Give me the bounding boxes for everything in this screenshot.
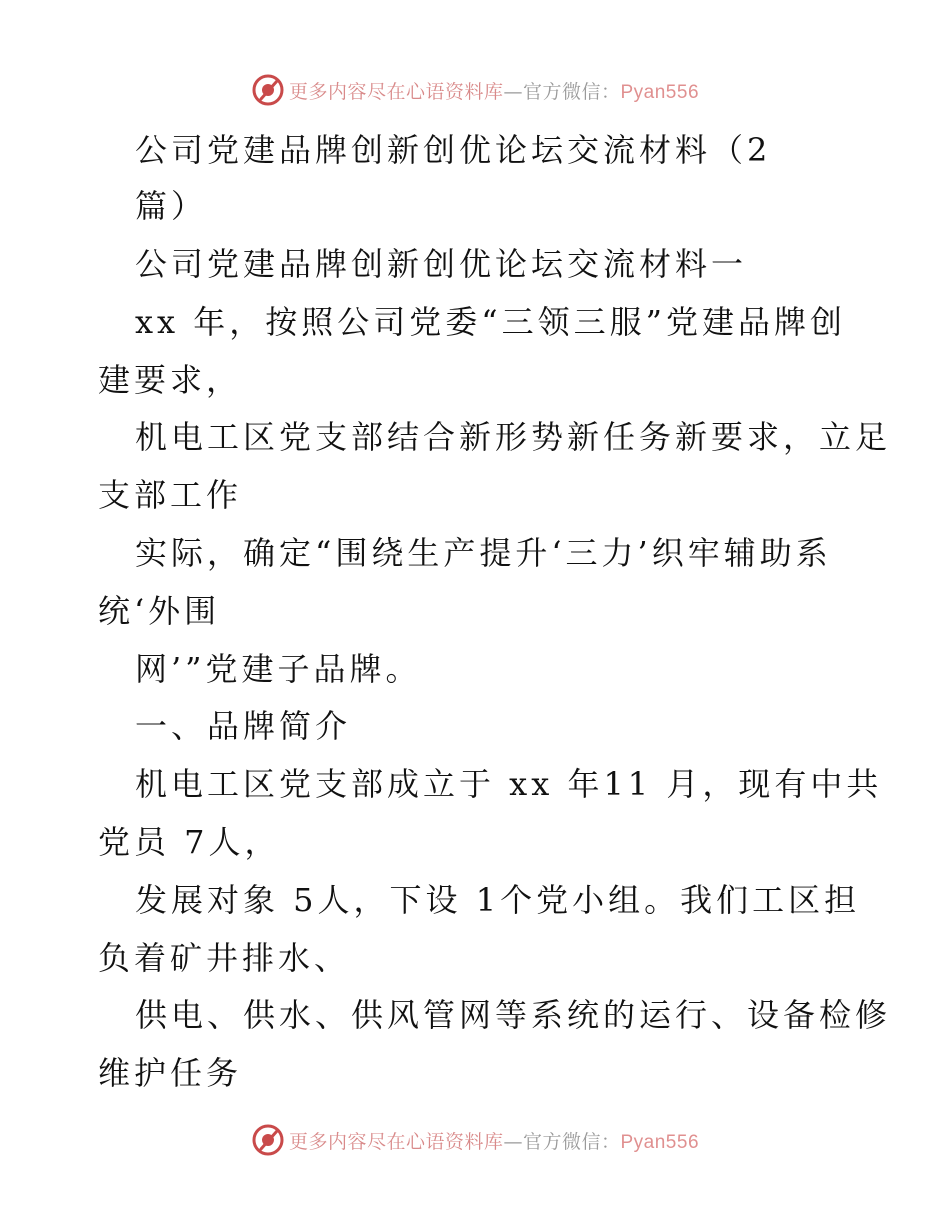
header-banner-wechat-id: Pyan556 xyxy=(620,81,700,103)
document-line: 网’”党建子品牌。 xyxy=(135,650,422,688)
document-line: 公司党建品牌创新创优论坛交流材料一 xyxy=(135,245,748,283)
document-line: 党员 7人， xyxy=(98,823,281,861)
header-banner-text xyxy=(289,77,699,104)
header-banner-separator: — xyxy=(503,80,523,103)
document-line: 建要求， xyxy=(98,361,243,399)
footer-banner-wechat-id: Pyan556 xyxy=(620,1131,700,1153)
brand-logo-icon xyxy=(251,1123,285,1157)
footer-banner-separator: — xyxy=(503,1130,523,1153)
document-line: xx 年，按照公司党委“三领三服”党建品牌创 xyxy=(135,303,846,341)
header-banner-prefix: 更多内容尽在心语资料库 xyxy=(288,80,504,103)
footer-banner xyxy=(0,1120,950,1160)
document-body xyxy=(0,120,950,1110)
document-line: 一、品牌简介 xyxy=(135,707,352,745)
document-line: 篇） xyxy=(135,187,208,225)
document-line: 实际，确定“围绕生产提升‘三力’织牢辅助系 xyxy=(135,534,832,572)
document-line: 负着矿井排水、 xyxy=(98,939,351,977)
document-line: 供电、供水、供风管网等系统的运行、设备检修 xyxy=(135,996,892,1034)
footer-banner-prefix: 更多内容尽在心语资料库 xyxy=(288,1130,504,1153)
footer-banner-text xyxy=(289,1127,699,1154)
document-line: 公司党建品牌创新创优论坛交流材料（2 xyxy=(135,131,772,169)
document-line: 统‘外围 xyxy=(98,592,221,630)
header-banner-wechat-label: 官方微信： xyxy=(522,80,621,103)
header-banner xyxy=(0,70,950,110)
brand-logo-icon xyxy=(251,73,285,107)
document-line: 机电工区党支部成立于 xx 年11 月，现有中共 xyxy=(135,765,883,803)
document-line: 维护任务 xyxy=(98,1054,243,1092)
document-line: 机电工区党支部结合新形势新任务新要求，立足 xyxy=(135,418,892,456)
document-line: 支部工作 xyxy=(98,476,243,514)
footer-banner-wechat-label: 官方微信： xyxy=(522,1130,621,1153)
document-line: 发展对象 5人，下设 1个党小组。我们工区担 xyxy=(135,881,861,919)
